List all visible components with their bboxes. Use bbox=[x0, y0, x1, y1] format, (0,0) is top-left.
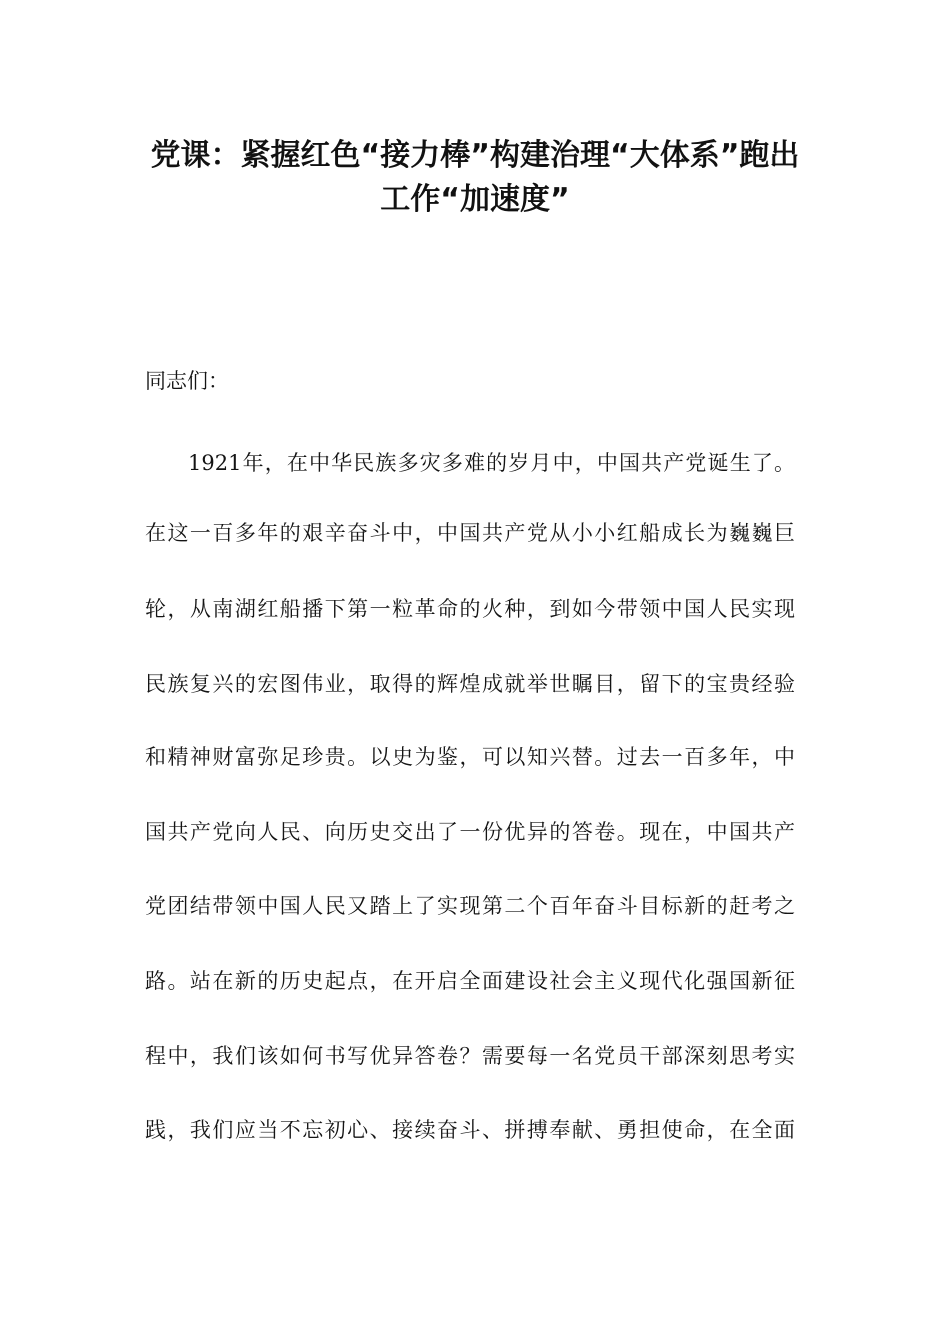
paragraph-line: 和精神财富弥足珍贵。以史为鉴，可以知兴替。过去一百多年，中 bbox=[145, 745, 795, 769]
paragraph-line: 党团结带领中国人民又踏上了实现第二个百年奋斗目标新的赶考之 bbox=[145, 894, 795, 918]
paragraph-line: 践，我们应当不忘初心、接续奋斗、拼搏奉献、勇担使命，在全面 bbox=[145, 1118, 795, 1142]
paragraph-line: 国共产党向人民、向历史交出了一份优异的答卷。现在，中国共产 bbox=[145, 820, 795, 844]
paragraph-line: 1921年，在中华民族多灾多难的岁月中，中国共产党诞生了。 bbox=[188, 451, 795, 475]
paragraph-line: 程中，我们该如何书写优异答卷？需要每一名党员干部深刻思考实 bbox=[145, 1044, 795, 1068]
paragraph-line: 在这一百多年的艰辛奋斗中，中国共产党从小小红船成长为巍巍巨 bbox=[145, 521, 795, 545]
document-title-line-2: 工作“加速度” bbox=[380, 182, 570, 217]
paragraph-line: 民族复兴的宏图伟业，取得的辉煌成就举世瞩目，留下的宝贵经验 bbox=[145, 672, 795, 696]
paragraph-line: 路。站在新的历史起点，在开启全面建设社会主义现代化强国新征 bbox=[145, 969, 795, 993]
salutation: 同志们： bbox=[145, 369, 229, 393]
document-title-line-1: 党课：紧握红色“接力棒”构建治理“大体系”跑出 bbox=[150, 138, 800, 173]
paragraph-line: 轮，从南湖红船播下第一粒革命的火种，到如今带领中国人民实现 bbox=[145, 597, 795, 621]
